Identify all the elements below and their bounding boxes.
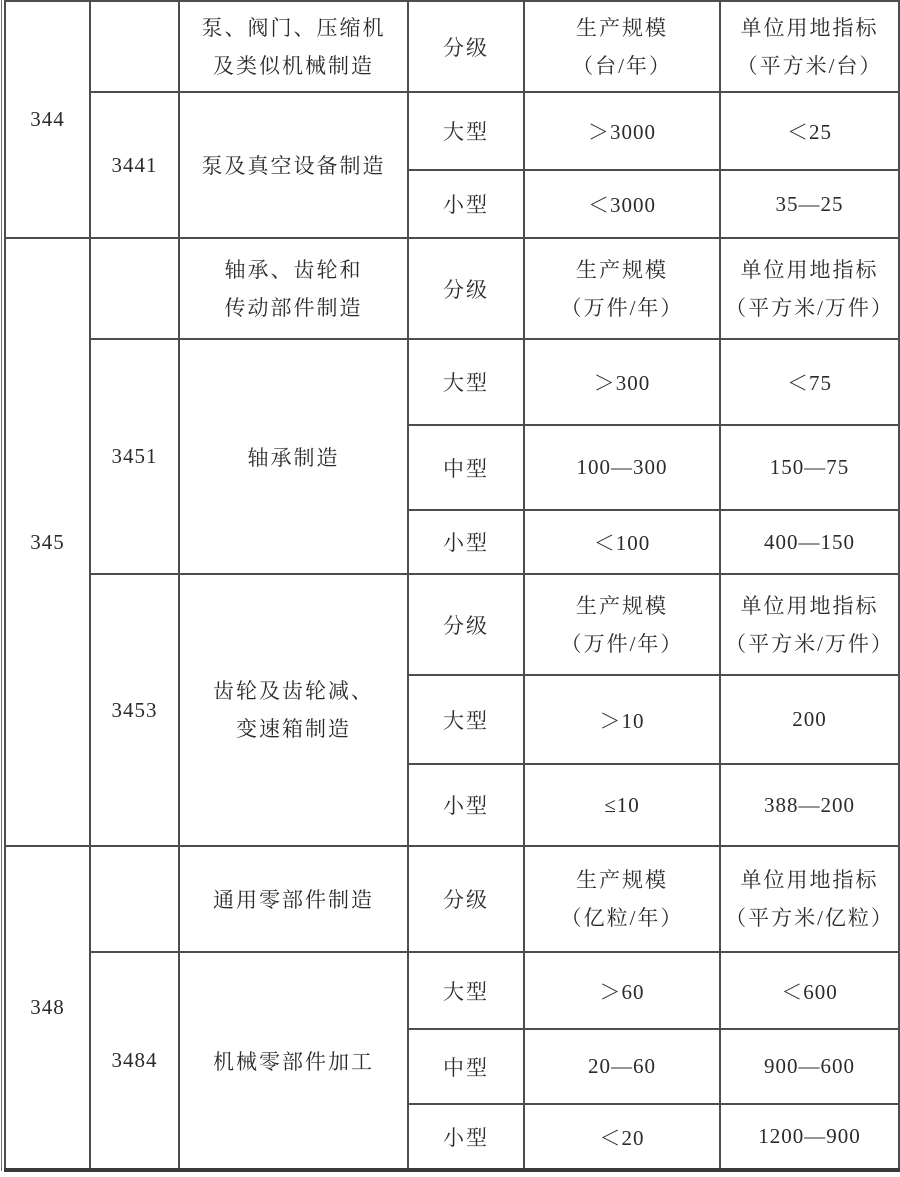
scale-header-unit: （台/年） — [572, 53, 672, 78]
grade-cell: 大型 — [408, 339, 524, 425]
indicator-value-cell: 35—25 — [720, 170, 899, 238]
indicator-value-cell: 388—200 — [720, 764, 899, 846]
indicator-header-cell — [720, 1, 899, 92]
indicator-header-unit: （平方米/亿粒） — [725, 906, 894, 930]
table-row — [5, 574, 899, 675]
indicator-header-cell — [720, 574, 899, 675]
industry-name-line: 轴承、齿轮和 — [224, 257, 363, 282]
industry-name-line: 泵、阀门、压缩机 — [201, 15, 386, 40]
scale-value-cell: ＞3000 — [524, 92, 720, 170]
industry-name-cell — [179, 574, 408, 846]
indicator-header-unit: （平方米/台） — [736, 53, 883, 78]
grade-cell: 小型 — [408, 1104, 524, 1170]
indicator-value-cell: ＜25 — [720, 92, 899, 170]
grade-header-cell: 分级 — [408, 846, 524, 952]
industry-name-line: 传动部件制造 — [224, 295, 363, 320]
indicator-value-cell: 150—75 — [720, 425, 899, 510]
indicator-header-label: 单位用地指标 — [740, 868, 879, 892]
subcode-empty-cell — [90, 1, 179, 92]
subcode-cell-3451: 3451 — [90, 339, 179, 574]
indicator-header-cell — [720, 238, 899, 339]
industry-name-line: 齿轮及齿轮减、 — [213, 679, 374, 703]
indicator-value-cell: ＜600 — [720, 952, 899, 1029]
table-row — [5, 846, 899, 952]
code-cell-345: 345 — [5, 238, 90, 846]
subcode-cell-3484: 3484 — [90, 952, 179, 1170]
table-row — [5, 92, 899, 170]
indicator-header-label: 单位用地指标 — [740, 15, 879, 40]
indicator-value-cell: 400—150 — [720, 510, 899, 574]
subcode-cell-3453: 3453 — [90, 574, 179, 846]
industry-name-cell — [179, 1, 408, 92]
land-use-indicator-table — [4, 0, 900, 1172]
grade-cell: 大型 — [408, 952, 524, 1029]
scale-value-cell: 100—300 — [524, 425, 720, 510]
subcode-empty-cell — [90, 846, 179, 952]
scale-value-cell: ＜3000 — [524, 170, 720, 238]
grade-header-cell: 分级 — [408, 1, 524, 92]
scale-header-unit: （万件/年） — [560, 295, 684, 320]
scale-value-cell: 20—60 — [524, 1029, 720, 1104]
code-cell-348: 348 — [5, 846, 90, 1170]
grade-cell: 中型 — [408, 1029, 524, 1104]
scale-header-cell — [524, 238, 720, 339]
industry-name-cell: 通用零部件制造 — [179, 846, 408, 952]
grade-cell: 小型 — [408, 170, 524, 238]
scale-header-label: 生产规模 — [576, 593, 668, 618]
grade-cell: 大型 — [408, 675, 524, 764]
grade-header-cell: 分级 — [408, 574, 524, 675]
code-cell-344: 344 — [5, 1, 90, 238]
industry-name-line: 变速箱制造 — [236, 717, 351, 741]
subcode-cell-3441: 3441 — [90, 92, 179, 238]
scale-value-cell: ≤10 — [524, 764, 720, 846]
indicator-header-label: 单位用地指标 — [740, 593, 879, 618]
scale-value-cell: ＞60 — [524, 952, 720, 1029]
scale-header-label: 生产规模 — [576, 257, 668, 282]
scale-value-cell: ＞300 — [524, 339, 720, 425]
scale-header-cell — [524, 1, 720, 92]
industry-name-cell — [179, 238, 408, 339]
scale-value-cell: ＜100 — [524, 510, 720, 574]
scale-header-cell — [524, 846, 720, 952]
grade-cell: 小型 — [408, 510, 524, 574]
scale-header-label: 生产规模 — [576, 15, 668, 40]
industry-name-line: 及类似机械制造 — [213, 53, 374, 78]
scale-header-cell — [524, 574, 720, 675]
scale-value-cell: ＞10 — [524, 675, 720, 764]
table-row — [5, 238, 899, 339]
industry-name-cell: 机械零部件加工 — [179, 952, 408, 1170]
industry-name-cell: 泵及真空设备制造 — [179, 92, 408, 238]
indicator-value-cell: 1200—900 — [720, 1104, 899, 1170]
subcode-empty-cell — [90, 238, 179, 339]
indicator-value-cell: ＜75 — [720, 339, 899, 425]
scale-value-cell: ＜20 — [524, 1104, 720, 1170]
indicator-header-cell — [720, 846, 899, 952]
grade-cell: 中型 — [408, 425, 524, 510]
table-row — [5, 339, 899, 425]
indicator-header-label: 单位用地指标 — [740, 257, 879, 282]
indicator-header-unit: （平方米/万件） — [725, 631, 894, 656]
grade-cell: 大型 — [408, 92, 524, 170]
grade-cell: 小型 — [408, 764, 524, 846]
table-row — [5, 952, 899, 1029]
indicator-value-cell: 900—600 — [720, 1029, 899, 1104]
industry-name-cell: 轴承制造 — [179, 339, 408, 574]
page-left-edge-line — [1, 0, 2, 1171]
scale-header-unit: （亿粒/年） — [560, 906, 684, 930]
scale-header-label: 生产规模 — [576, 868, 668, 892]
table-row — [5, 1, 899, 92]
grade-header-cell: 分级 — [408, 238, 524, 339]
indicator-value-cell: 200 — [720, 675, 899, 764]
scale-header-unit: （万件/年） — [560, 631, 684, 656]
indicator-header-unit: （平方米/万件） — [725, 295, 894, 320]
